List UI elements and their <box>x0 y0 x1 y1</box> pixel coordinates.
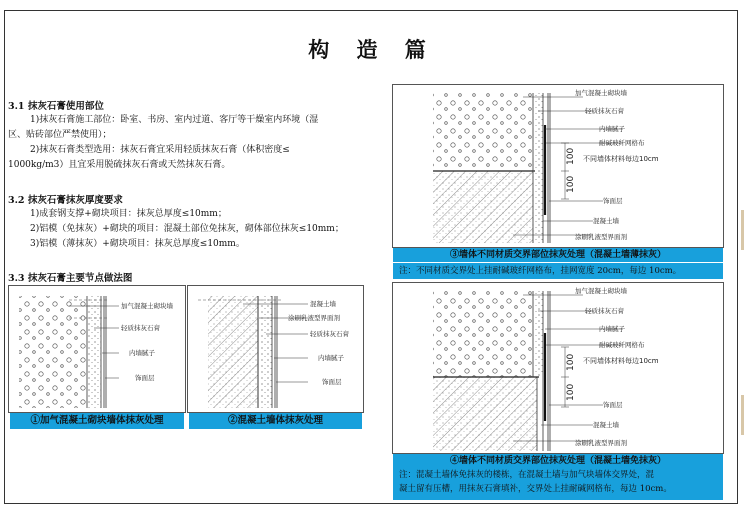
text-line: 1)抹灰石膏施工部位：卧室、书房、室内过道、客厅等干燥室内环境（湿 <box>30 115 319 125</box>
diagram-3-label: 轻质抹灰石膏 <box>585 107 624 115</box>
diagram-3-label: 混凝土墙 <box>593 217 619 225</box>
text-line: 3)铝模（薄抹灰）+砌块项目：抹灰总厚度≤10mm。 <box>30 239 245 249</box>
diagram-4-label: 涂刷乳液型界面剂 <box>575 439 627 447</box>
diagram-4-note <box>393 468 723 500</box>
diagram-3-label: 内墙腻子 <box>599 125 625 133</box>
diagram-4-drawing <box>393 283 723 453</box>
section-heading: 3.1 抹灰石膏使用部位 <box>8 101 104 112</box>
diagram-2-label: 涂刷乳液型界面剂 <box>288 314 340 322</box>
diagram-2-label: 轻质抹灰石膏 <box>310 330 349 338</box>
text-line: 2)铝模（免抹灰）+砌块的项目：混凝土部位免抹灰，砌体部位抹灰≤10mm； <box>30 224 344 234</box>
diagram-3-caption: ③墙体不同材质交界部位抹灰处理（混凝土墙薄抹灰） <box>393 248 723 262</box>
diagram-1-label: 轻质抹灰石膏 <box>121 324 160 332</box>
diagram-4-label: 耐碱玻纤网格布 <box>599 341 645 349</box>
diagram-4 <box>392 282 724 454</box>
diagram-3-label: 不同墙体材料每边10cm <box>583 155 659 163</box>
diagram-3-label: 饰面层 <box>603 197 623 205</box>
diagram-1-drawing <box>9 286 185 412</box>
diagram-1-caption: ①加气混凝土砌块墙体抹灰处理 <box>10 413 184 429</box>
diagram-4-note-line: 凝土留有压槽，用抹灰石膏填补，交界处上挂耐碱网格布，每边 10cm。 <box>399 484 672 494</box>
diagram-1 <box>8 285 186 413</box>
diagram-2 <box>187 285 364 413</box>
page-title: 构 造 篇 <box>308 37 436 62</box>
diagram-4-label: 内墙腻子 <box>599 325 625 333</box>
diagram-4-label: 加气混凝土砌块墙 <box>575 287 627 295</box>
diagram-4-label: 轻质抹灰石膏 <box>585 307 624 315</box>
diagram-2-caption: ②混凝土墙体抹灰处理 <box>189 413 362 429</box>
text-line: 1000kg/m3）且宜采用脱硫抹灰石膏或天然抹灰石膏。 <box>8 160 231 170</box>
diagram-3-drawing <box>393 85 723 247</box>
section-heading: 3.2 抹灰石膏抹灰厚度要求 <box>8 195 123 206</box>
diagram-3-label: 加气混凝土砌块墙 <box>575 89 627 97</box>
diagram-2-label: 内墙腻子 <box>318 354 344 362</box>
diagram-1-label: 加气混凝土砌块墙 <box>121 302 173 310</box>
diagram-3-note: 注：不同材质交界处上挂耐碱玻纤网格布，挂网宽度 20cm，每边 10cm。 <box>393 263 723 279</box>
diagram-1-label: 内墙腻子 <box>129 349 155 357</box>
diagram-2-drawing <box>188 286 363 412</box>
diagram-3-dim: 100 <box>566 147 576 165</box>
diagram-2-label: 混凝土墙 <box>310 300 336 308</box>
diagram-4-dim: 100 <box>566 383 576 401</box>
diagram-3 <box>392 84 724 248</box>
diagram-4-caption: ④墙体不同材质交界部位抹灰处理（混凝土墙免抹灰） <box>393 454 723 468</box>
diagram-4-label: 饰面层 <box>603 401 623 409</box>
diagram-4-note-line: 注：混凝土墙体免抹灰的楼栋，在混凝土墙与加气块墙体交界处，混 <box>399 470 655 480</box>
text-line: 区、贴砖部位严禁使用）； <box>8 130 112 140</box>
diagram-3-dim: 100 <box>566 175 576 193</box>
diagram-4-dim: 100 <box>566 353 576 371</box>
diagram-1-label: 饰面层 <box>135 374 155 382</box>
text-line: 2)抹灰石膏类型选用：抹灰石膏宜采用轻质抹灰石膏（体积密度≤ <box>30 145 290 155</box>
diagram-4-label: 不同墙体材料每边10cm <box>583 357 659 365</box>
diagram-2-label: 饰面层 <box>322 378 342 386</box>
diagram-3-label: 耐碱玻纤网格布 <box>599 139 645 147</box>
diagram-4-label: 混凝土墙 <box>593 421 619 429</box>
diagram-3-label: 涂刷乳液型界面剂 <box>575 233 627 241</box>
text-line: 1)成套钢支撑+砌块项目：抹灰总厚度≤10mm； <box>30 209 227 219</box>
section-heading: 3.3 抹灰石膏主要节点做法图 <box>8 273 133 284</box>
